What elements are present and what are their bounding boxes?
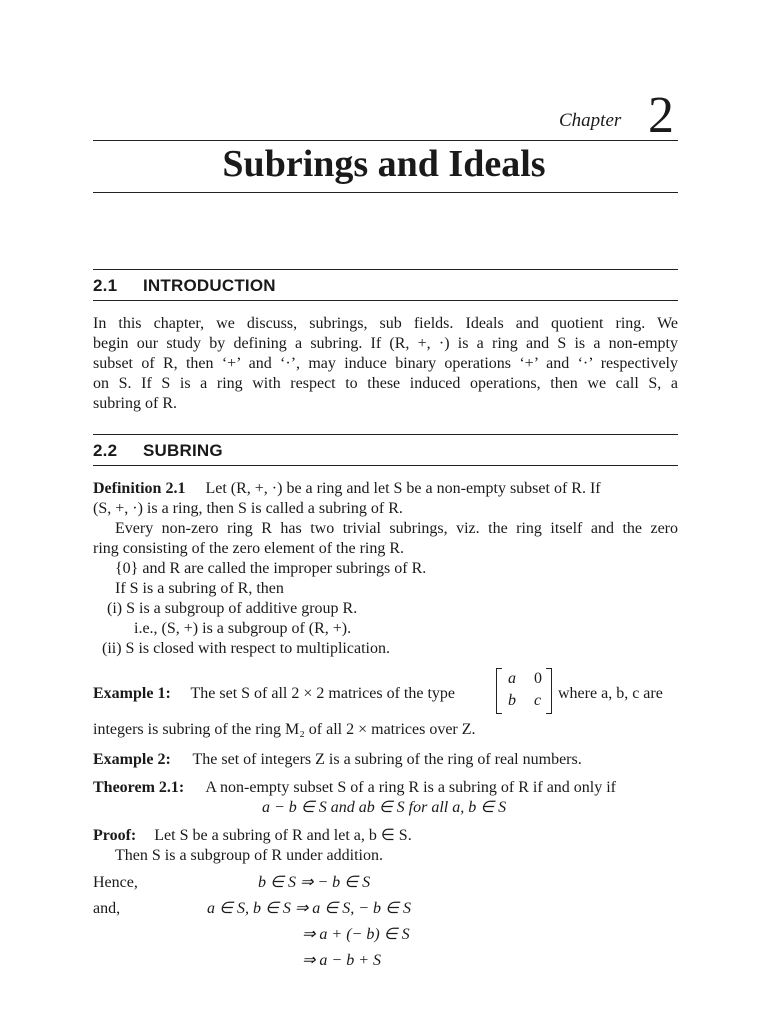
proof-line (93, 826, 412, 846)
definition-first-line (93, 479, 678, 499)
example2-label: Example 2: (93, 751, 171, 768)
section-heading-subring (93, 441, 223, 461)
matrix-cell: c (534, 692, 542, 709)
proof-step-label: and, (93, 900, 121, 917)
proof-step-expr: b ∈ S ⇒ − b ∈ S (258, 874, 371, 891)
section-number: 2.1 (93, 276, 118, 295)
definition-list-item: (i) S is a subgroup of additive group R. (107, 600, 358, 617)
section-number: 2.2 (93, 441, 118, 460)
example1-text-after: where a, b, c are (558, 685, 663, 702)
section-top-rule (93, 434, 678, 435)
example1-text: The set S of all 2 × 2 matrices of the type (190, 685, 456, 702)
matrix-right-bracket (546, 668, 552, 714)
proof-step-expr: a ∈ S, b ∈ S ⇒ a ∈ S, − b ∈ S (207, 900, 411, 917)
definition-line: (S, +, ·) is a ring, then S is called a subring of R. (93, 500, 403, 517)
theorem-label: Theorem 2.1: (93, 779, 185, 796)
proof-line: Then S is a subgroup of R under addition. (115, 847, 383, 864)
title-top-rule (93, 140, 678, 141)
section-bottom-rule (93, 300, 678, 301)
chapter-number: 2 (648, 87, 674, 144)
definition-line: ring consisting of the zero element of the ring R. (93, 540, 405, 557)
chapter-label: Chapter (559, 110, 622, 131)
example1-label: Example 1: (93, 685, 171, 702)
intro-line: subring of R. (93, 395, 177, 412)
intro-line: on S. If S is a ring with respect to these induced operations, then we call S, a (93, 375, 678, 392)
definition-line: If S is a subring of R, then (115, 580, 284, 597)
matrix-cell: a (508, 670, 516, 687)
proof-step-expr: ⇒ a − b + S (302, 952, 381, 969)
definition-list-item: (ii) S is closed with respect to multiplication. (102, 640, 390, 657)
section-title: INTRODUCTION (143, 276, 276, 295)
matrix (496, 668, 552, 714)
title-bottom-rule (93, 192, 678, 193)
proof-text: Let S be a subring of R and let a, b ∈ S. (154, 827, 412, 844)
example1-continuation: integers is subring of the ring M₂ of all 2 × matrices over Z. (93, 721, 476, 738)
proof-step-expr: ⇒ a + (− b) ∈ S (302, 926, 410, 943)
definition-label: Definition 2.1 (93, 480, 186, 497)
theorem-condition: a − b ∈ S and ab ∈ S for all a, b ∈ S (262, 799, 507, 816)
section-bottom-rule (93, 465, 678, 466)
example2-text: The set of integers Z is a subring of the ring of real numbers. (192, 751, 582, 768)
definition-text: Let (R, +, ·) be a ring and let S be a non-empty subset of R. If (205, 480, 601, 497)
intro-line: In this chapter, we discuss, subrings, sub fields. Ideals and quotient ring. We (93, 315, 678, 332)
section-heading-introduction (93, 276, 276, 296)
theorem-text: A non-empty subset S of a ring R is a subring of R if and only if (205, 779, 617, 796)
matrix-cell: b (508, 692, 516, 709)
proof-label: Proof: (93, 827, 137, 844)
proof-step-label: Hence, (93, 874, 138, 891)
definition-line: {0} and R are called the improper subrings of R. (115, 560, 427, 577)
example2-line (93, 750, 582, 770)
theorem-line (93, 778, 616, 798)
matrix-cell: 0 (534, 670, 542, 687)
intro-line: begin our study by defining a subring. If (R, +, ·) is a ring and S is a non-empty (93, 335, 678, 352)
section-top-rule (93, 269, 678, 270)
section-title: SUBRING (143, 441, 223, 460)
definition-list-note: i.e., (S, +) is a subgroup of (R, +). (134, 620, 352, 637)
intro-line: subset of R, then ‘+’ and ‘·’, may induce binary operations ‘+’ and ‘·’ respectively (93, 355, 678, 372)
example1-line (93, 684, 455, 704)
definition-line: Every non-zero ring R has two trivial subrings, viz. the ring itself and the zero (115, 520, 678, 537)
chapter-title: Subrings and Ideals (222, 143, 546, 185)
matrix-left-bracket (496, 668, 502, 714)
